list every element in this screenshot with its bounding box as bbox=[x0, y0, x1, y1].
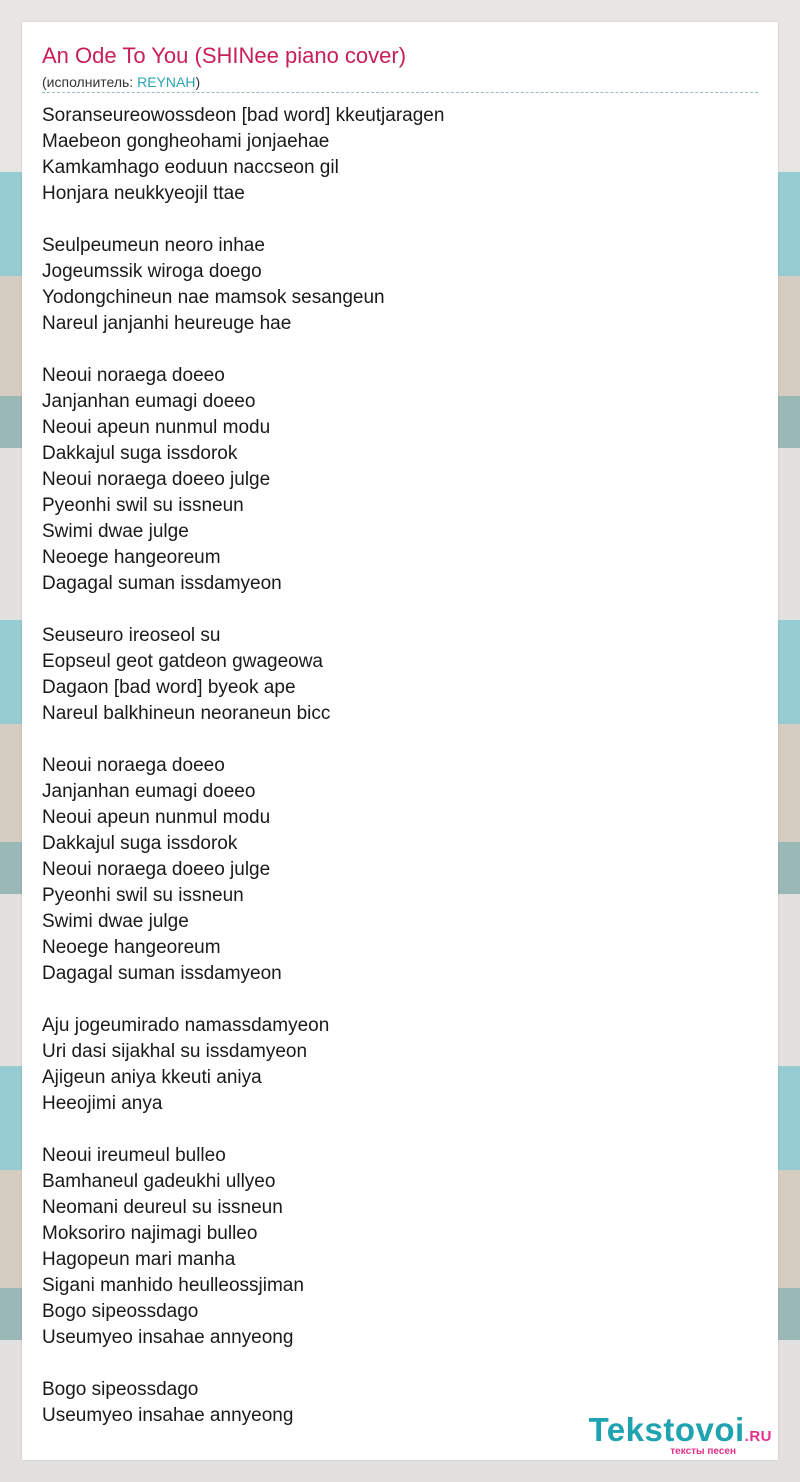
lyrics-card bbox=[22, 22, 778, 1460]
lyric-line: Neoui noraega doeeo bbox=[42, 365, 225, 386]
stanza-gap bbox=[42, 1351, 742, 1377]
lyric-line: Useumyeo insahae annyeong bbox=[42, 1327, 294, 1348]
header-divider bbox=[42, 92, 758, 93]
logo-tagline: тексты песен bbox=[670, 1446, 736, 1457]
stanza-gap bbox=[42, 1117, 742, 1143]
lyric-line: Bogo sipeossdago bbox=[42, 1301, 199, 1322]
logo-tld: .RU bbox=[744, 1428, 772, 1445]
stanza-gap bbox=[42, 987, 742, 1013]
logo-name: Tekstovoi bbox=[588, 1411, 745, 1448]
lyric-line: Nareul janjanhi heureuge hae bbox=[42, 313, 292, 334]
lyric-line: Soranseureowossdeon [bad word] kkeutjaragen bbox=[42, 105, 445, 126]
lyric-line: Eopseul geot gatdeon gwageowa bbox=[42, 651, 324, 672]
lyric-line: Kamkamhago eoduun naccseon gil bbox=[42, 157, 339, 178]
artist-link[interactable]: REYNAH bbox=[137, 74, 196, 90]
lyric-line: Janjanhan eumagi doeeo bbox=[42, 391, 256, 412]
lyric-line: Honjara neukkyeojil ttae bbox=[42, 183, 245, 204]
lyric-line: Dakkajul suga issdorok bbox=[42, 833, 238, 854]
lyric-line: Swimi dwae julge bbox=[42, 911, 189, 932]
lyric-line: Yodongchineun nae mamsok sesangeun bbox=[42, 287, 385, 308]
lyric-line: Janjanhan eumagi doeeo bbox=[42, 781, 256, 802]
lyric-line: Useumyeo insahae annyeong bbox=[42, 1405, 294, 1426]
lyric-line: Ajigeun aniya kkeuti aniya bbox=[42, 1067, 262, 1088]
lyric-line: Nareul balkhineun neoraneun bicc bbox=[42, 703, 331, 724]
artist-prefix: (исполнитель: bbox=[42, 74, 138, 90]
lyric-line: Neoui apeun nunmul modu bbox=[42, 807, 271, 828]
lyric-line: Sigani manhido heulleossjiman bbox=[42, 1275, 304, 1296]
lyric-line: Aju jogeumirado namassdamyeon bbox=[42, 1015, 330, 1036]
lyric-line: Bogo sipeossdago bbox=[42, 1379, 199, 1400]
lyric-line: Jogeumssik wiroga doego bbox=[42, 261, 262, 282]
lyric-line: Neoui noraega doeeo julge bbox=[42, 859, 271, 880]
lyric-line: Neoege hangeoreum bbox=[42, 547, 221, 568]
lyric-line: Heeojimi anya bbox=[42, 1093, 163, 1114]
lyric-line: Hagopeun mari manha bbox=[42, 1249, 236, 1270]
lyric-line: Neoui apeun nunmul modu bbox=[42, 417, 271, 438]
lyric-line: Dagagal suman issdamyeon bbox=[42, 573, 282, 594]
lyric-line: Bamhaneul gadeukhi ullyeo bbox=[42, 1171, 276, 1192]
lyric-line: Neoege hangeoreum bbox=[42, 937, 221, 958]
lyric-line: Neomani deureul su issneun bbox=[42, 1197, 283, 1218]
lyric-line: Dagaon [bad word] byeok ape bbox=[42, 677, 296, 698]
lyric-line: Dakkajul suga issdorok bbox=[42, 443, 238, 464]
lyric-line: Neoui noraega doeeo bbox=[42, 755, 225, 776]
lyric-line: Pyeonhi swil su issneun bbox=[42, 885, 244, 906]
lyric-line: Moksoriro najimagi bulleo bbox=[42, 1223, 258, 1244]
stanza-gap bbox=[42, 727, 742, 753]
stanza-gap bbox=[42, 597, 742, 623]
lyric-line: Maebeon gongheohami jonjaehae bbox=[42, 131, 330, 152]
lyric-line: Neoui noraega doeeo julge bbox=[42, 469, 271, 490]
lyric-line: Pyeonhi swil su issneun bbox=[42, 495, 244, 516]
lyric-line: Uri dasi sijakhal su issdamyeon bbox=[42, 1041, 308, 1062]
artist-suffix: ) bbox=[195, 74, 201, 90]
lyric-line: Swimi dwae julge bbox=[42, 521, 189, 542]
lyric-line: Dagagal suman issdamyeon bbox=[42, 963, 282, 984]
site-logo[interactable] bbox=[552, 1412, 772, 1458]
lyric-line: Neoui ireumeul bulleo bbox=[42, 1145, 226, 1166]
artist-line bbox=[42, 74, 200, 90]
lyric-line: Seuseuro ireoseol su bbox=[42, 625, 221, 646]
lyric-line: Seulpeumeun neoro inhae bbox=[42, 235, 265, 256]
lyrics-text bbox=[42, 103, 742, 1429]
song-title: An Ode To You (SHINee piano cover) bbox=[42, 43, 407, 68]
stanza-gap bbox=[42, 207, 742, 233]
stanza-gap bbox=[42, 337, 742, 363]
